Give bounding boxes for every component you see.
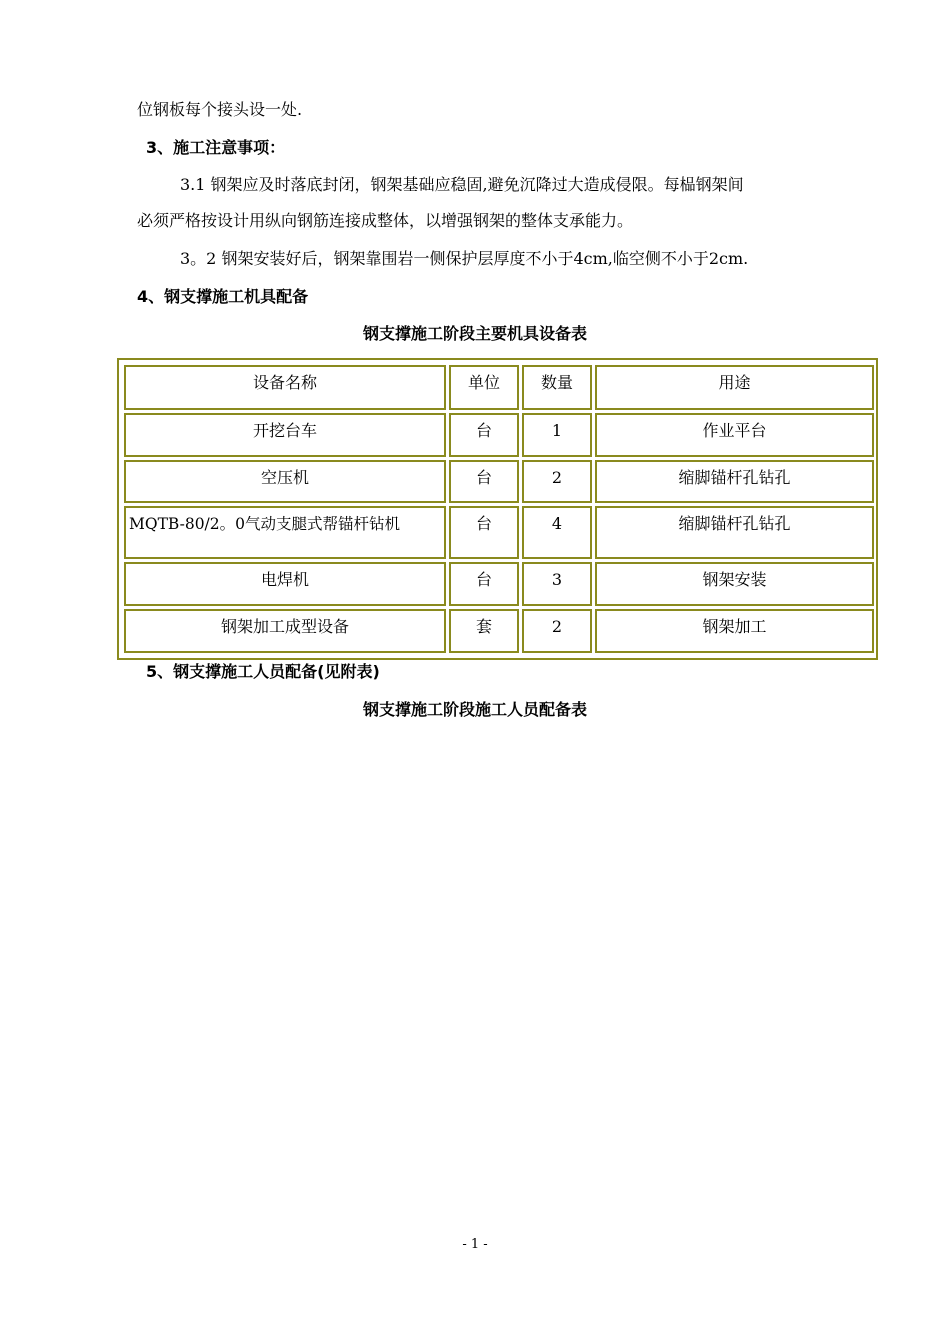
header-name: 设备名称 [124, 365, 446, 410]
cell-quantity: 3 [522, 562, 592, 606]
cell-quantity: 2 [522, 609, 592, 653]
cell-unit: 台 [449, 413, 519, 457]
table-header-row [124, 365, 874, 410]
paragraph-3-2: 3。2 钢架安装好后，钢架靠围岩一侧保护层厚度不小于4cm,临空侧不小于2cm. [180, 249, 749, 268]
cell-name: 开挖台车 [124, 413, 446, 457]
cell-name: 钢架加工成型设备 [124, 609, 446, 653]
table-row [124, 460, 874, 504]
section-3-heading: 3、施工注意事项： [146, 138, 286, 157]
cell-purpose: 钢架加工 [595, 609, 874, 653]
cell-unit: 套 [449, 609, 519, 653]
header-unit: 单位 [449, 365, 519, 410]
section-5-heading: 5、钢支撑施工人员配备(见附表) [146, 662, 380, 681]
cell-purpose: 钢架安装 [595, 562, 874, 606]
page-number: - 1 - [462, 1237, 488, 1252]
paragraph-3-1-line-2: 必须严格按设计用纵向钢筋连接成整体，以增强钢架的整体支承能力。 [137, 211, 634, 230]
header-quantity: 数量 [522, 365, 592, 410]
cell-unit: 台 [449, 460, 519, 504]
equipment-table-frame [117, 358, 878, 660]
continued-paragraph: 位钢板每个接头设一处. [137, 100, 303, 119]
table-title-equipment: 钢支撑施工阶段主要机具设备表 [362, 324, 587, 343]
cell-name: MQTB-80/2。0气动支腿式帮锚杆钻机 [124, 506, 446, 559]
table-row [124, 609, 874, 653]
table-title-personnel: 钢支撑施工阶段施工人员配备表 [362, 700, 587, 719]
header-purpose: 用途 [595, 365, 874, 410]
cell-unit: 台 [449, 562, 519, 606]
cell-name: 空压机 [124, 460, 446, 504]
cell-purpose: 作业平台 [595, 413, 874, 457]
equipment-table [121, 362, 877, 656]
table-row [124, 562, 874, 606]
cell-quantity: 1 [522, 413, 592, 457]
section-4-heading: 4、钢支撑施工机具配备 [137, 287, 309, 306]
cell-purpose: 缩脚锚杆孔钻孔 [595, 460, 874, 504]
table-row [124, 506, 874, 559]
cell-unit: 台 [449, 506, 519, 559]
cell-name: 电焊机 [124, 562, 446, 606]
table-row [124, 413, 874, 457]
cell-quantity: 4 [522, 506, 592, 559]
cell-purpose: 缩脚锚杆孔钻孔 [595, 506, 874, 559]
paragraph-3-1-line-1: 3.1 钢架应及时落底封闭，钢架基础应稳固,避免沉降过大造成侵限。每榀钢架间 [180, 175, 744, 194]
cell-quantity: 2 [522, 460, 592, 504]
